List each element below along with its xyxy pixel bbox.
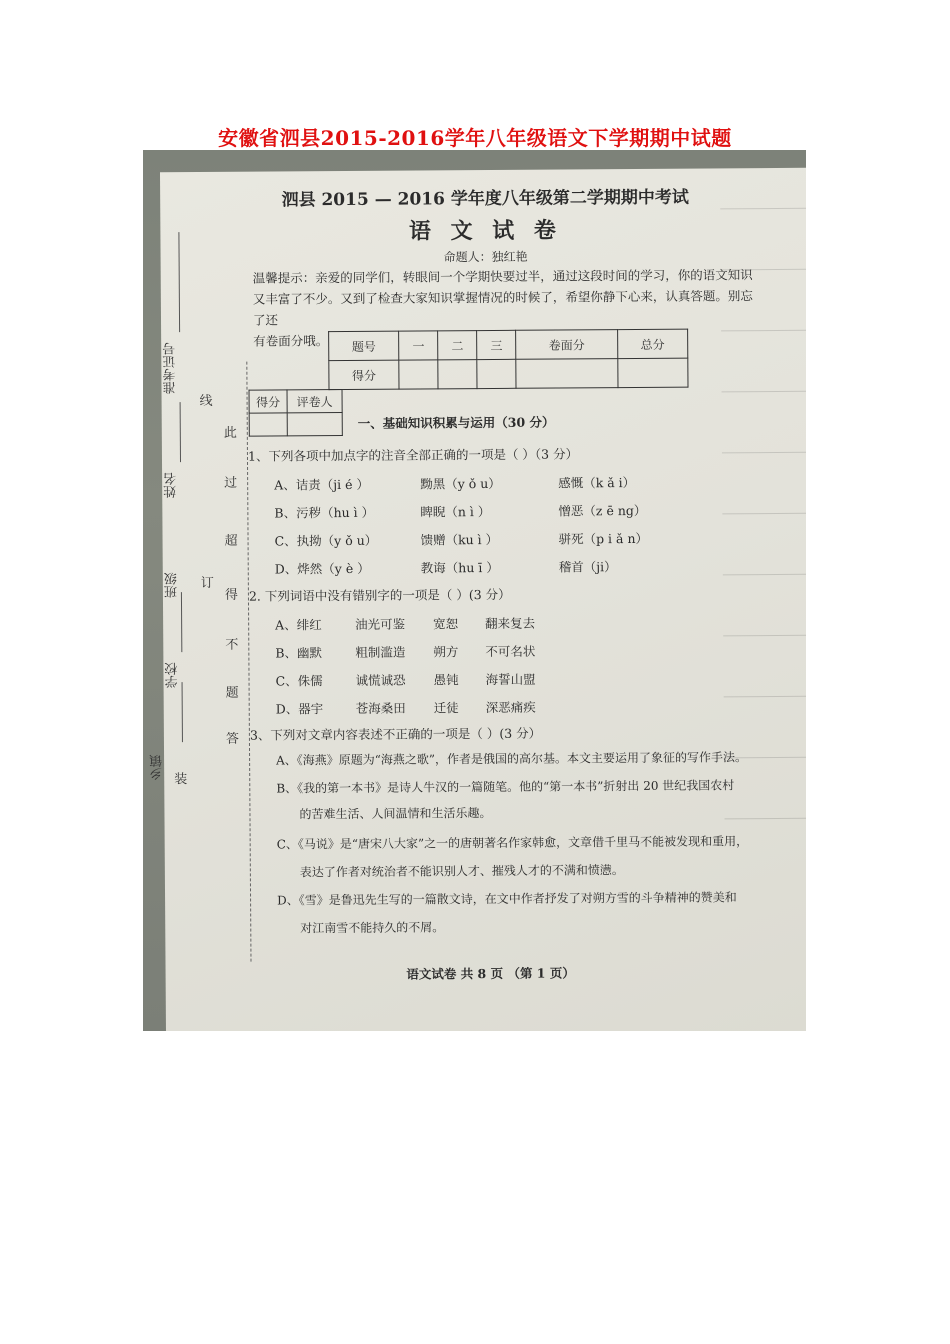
q2-option: 深恶痛疾 (485, 699, 536, 716)
q1-option: C、执拗（y ǒ u） (274, 532, 378, 549)
q2-option: 翻来复去 (485, 615, 536, 632)
q3-option: B、《我的第一本书》是诗人牛汉的一篇随笔。他的“第一本书”折射出 20 世纪我国农村 (276, 778, 735, 796)
exam-header: 泗县 2015 — 2016 学年度八年级第二学期期中考试 (281, 187, 689, 211)
binding-word: 装 (174, 772, 188, 788)
q2-option: 宽恕 (433, 616, 459, 632)
score-cell-empty (399, 360, 438, 389)
question-3: 3、下列对文章内容表述不正确的一项是（ ）(3 分） (249, 725, 542, 743)
document-title: 安徽省泗县2015-2016学年八年级语文下学期期中试题 (218, 126, 732, 150)
side-field-class: 班级 (164, 572, 180, 599)
q3-option: C、《马说》是“唐宋八大家”之一的唐朝著名作家韩愈，文章借千里马不能被发现和重用， (276, 834, 749, 852)
q2-option: D、器宇 (275, 701, 324, 717)
q2-option: 愚钝 (433, 672, 459, 688)
q1-option: 睥睨（n ì ） (420, 503, 491, 520)
q3-option: 的苦难生活、人间温情和生活乐趣。 (299, 805, 492, 822)
tip-line: 有卷面分哦。 (253, 333, 329, 349)
binding-word: 过 (224, 475, 238, 491)
q3-option: 表达了作者对统治者不能识别人才、摧残人才的不满和愤懑。 (299, 863, 624, 880)
q1-option: 憎恶（z ē ng） (558, 502, 647, 519)
q2-option: B、幽默 (275, 645, 323, 661)
grader-cell (287, 413, 342, 436)
tip-line: 温馨提示：亲爱的同学们，转眼间一个学期快要过半，通过这段时间的学习，你的语文知识 (252, 267, 753, 286)
side-field-town: 乡镇 (150, 754, 166, 781)
q1-option: D、烨然（y è ） (274, 560, 370, 577)
q1-option: 稽首（ji） (558, 559, 617, 575)
binding-word: 得 (224, 587, 239, 603)
q2-option: C、侏儒 (275, 673, 323, 689)
score-table-header (329, 329, 688, 361)
exam-photo (143, 150, 806, 1031)
score-table-cell: 得分 (329, 360, 399, 389)
q1-option: B、污秽（hu ì ） (274, 504, 375, 521)
binding-word: 不 (225, 637, 239, 653)
q1-option: A、诘责（ji é ） (274, 476, 369, 493)
q2-option: 粗制滥造 (355, 644, 406, 660)
grader-score-label: 得分 (249, 390, 287, 413)
score-cell-empty (618, 358, 688, 387)
score-table-row (329, 358, 688, 390)
score-table (328, 329, 688, 391)
score-table-cell: 题号 (329, 331, 399, 360)
exam-subject: 语 文 试 卷 (408, 217, 562, 245)
q2-option: 迁徒 (433, 700, 459, 716)
q1-option: 骈死（p i ǎ n） (558, 530, 649, 547)
q2-option: 海誓山盟 (485, 671, 536, 688)
section-1-title: 一、基础知识积累与运用（30 分） (357, 414, 555, 431)
q2-option: 油光可鉴 (355, 616, 406, 632)
binding-word: 线 (199, 393, 213, 410)
tip-line: 又丰富了不少。又到了检查大家知识掌握情况的时候了，希望你静下心来，认真答题。别忘了还 (252, 288, 753, 328)
grader-cell (249, 413, 287, 436)
score-cell-empty (438, 360, 477, 389)
q1-option: 教诲（hu ī ） (420, 559, 499, 576)
q2-option: 诚慌诚恐 (355, 672, 406, 688)
binding-word: 订 (200, 575, 214, 592)
q2-option: A、绯红 (275, 617, 322, 633)
q2-option: 苍海桑田 (355, 700, 406, 716)
field-line (182, 682, 183, 742)
q3-option: D、《雪》是鲁迅先生写的一篇散文诗，在文中作者抒发了对朔方雪的斗争精神的赞美和 (277, 890, 737, 908)
q1-option: 馈赠（ku ì ） (420, 531, 499, 548)
field-line (180, 402, 181, 462)
score-table-cell: 卷面分 (516, 330, 618, 360)
question-2: 2. 下列词语中没有错别字的一项是（ ）(3 分） (248, 586, 511, 604)
question-1: 1、下列各项中加点字的注音全部正确的一项是（ ）（3 分） (247, 446, 579, 464)
grader-label: 评卷人 (287, 390, 342, 413)
grader-table (249, 389, 343, 437)
binding-word: 题 (225, 685, 239, 701)
q2-option: 不可名状 (485, 643, 536, 660)
exam-sheet (150, 168, 806, 1031)
page-footer: 语文试卷 共 8 页 （第 1 页） (406, 965, 575, 982)
binding-word: 答 (225, 731, 240, 747)
side-field-school: 学校 (165, 662, 181, 689)
q1-option: 感慨（k ǎ i） (558, 474, 636, 491)
score-table-cell: 一 (399, 331, 438, 360)
score-table-cell: 二 (438, 331, 477, 360)
side-field-name: 姓名 (164, 472, 180, 499)
field-line (181, 592, 182, 652)
score-cell-empty (477, 359, 516, 388)
score-table-cell: 三 (477, 330, 516, 359)
binding-word: 超 (224, 533, 238, 549)
score-table-cell: 总分 (617, 329, 687, 358)
side-field-admission: 准考证号 (163, 342, 179, 395)
binding-word: 此 (223, 425, 237, 441)
q3-option: 对江南雪不能持久的不屑。 (300, 920, 445, 936)
exam-author: 命题人：独红艳 (443, 249, 528, 265)
score-cell-empty (516, 359, 618, 389)
q3-option: A、《海燕》原题为“海燕之歌”，作者是俄国的高尔基。本文主要运用了象征的写作手法。 (276, 750, 748, 768)
q1-option: 黝黑（y ǒ u） (420, 475, 501, 492)
q2-option: 朔方 (433, 644, 459, 660)
